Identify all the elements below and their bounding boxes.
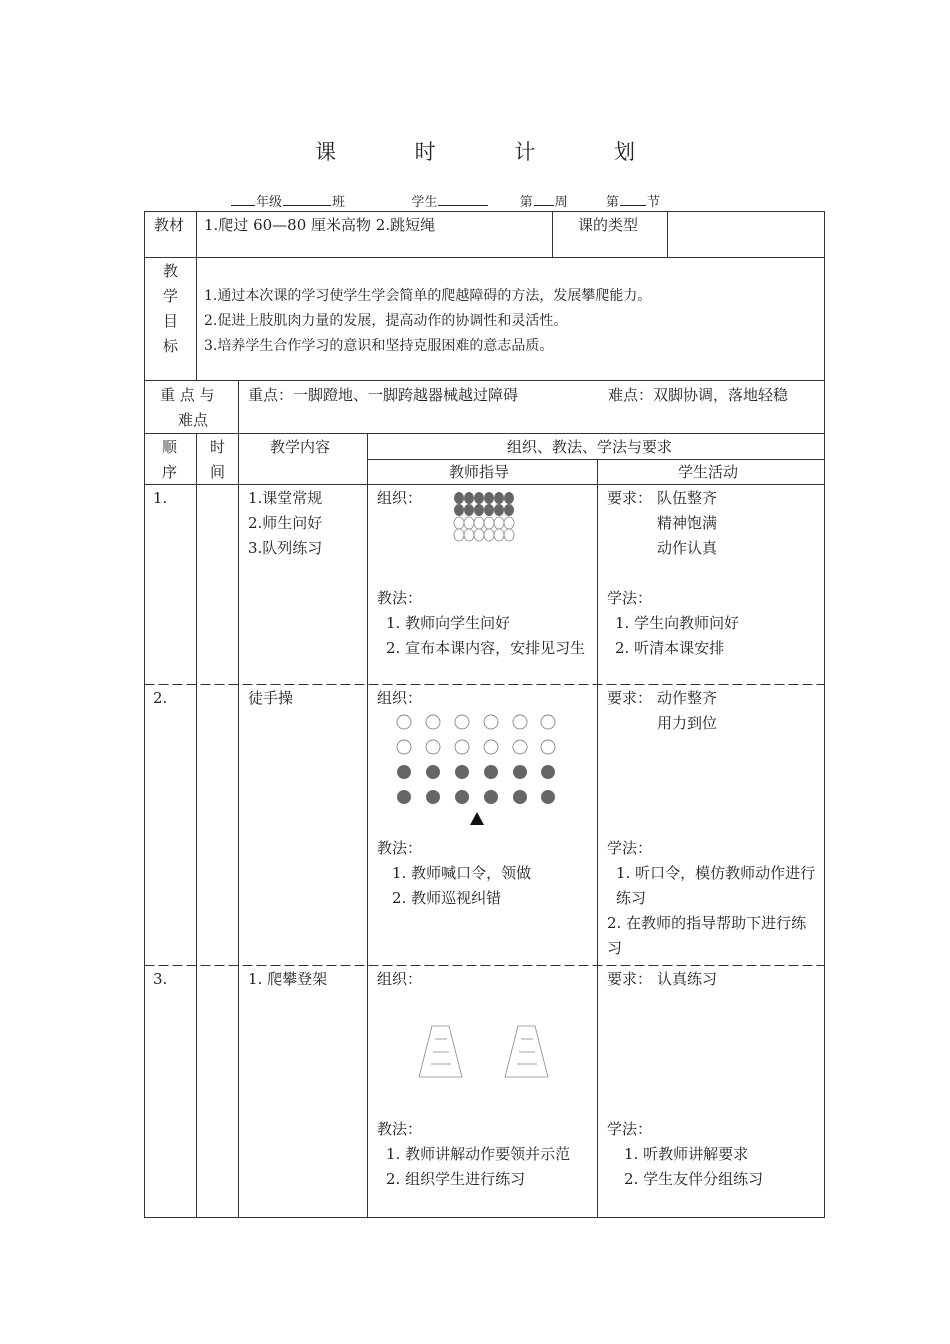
requirement-item: 精神饱满 bbox=[657, 514, 718, 532]
content-item: 1.课堂常规 bbox=[248, 489, 323, 507]
study-method-label: 学法： bbox=[607, 589, 653, 607]
formation-diagram-2 bbox=[397, 715, 555, 825]
focus-label-line2: 难点 bbox=[178, 411, 209, 429]
organization-label: 组织： bbox=[377, 689, 423, 707]
teacher-marker-icon bbox=[470, 812, 484, 825]
week-prefix: 第 bbox=[519, 195, 533, 210]
study-method-item: 2. 在教师的指导帮助下进行练习 bbox=[607, 914, 807, 957]
teaching-method-item: 2. 教师巡视纠错 bbox=[392, 889, 502, 907]
class-label: 班 bbox=[332, 195, 346, 210]
requirement-item: 动作整齐 bbox=[657, 689, 718, 707]
key-points: 重点：一脚蹬地、一脚跨越器械越过障碍 bbox=[248, 386, 519, 404]
requirement-label: 要求： bbox=[607, 689, 653, 707]
week-label: 周 bbox=[554, 195, 568, 210]
study-method-item: 1. 听口令，模仿教师动作进行练习 bbox=[616, 864, 816, 907]
grade-label: 年级 bbox=[256, 195, 283, 210]
objectives-label-4: 标 bbox=[163, 337, 179, 355]
material-label: 教材 bbox=[154, 216, 185, 234]
lesson-prefix: 第 bbox=[605, 195, 619, 210]
content-item: 3.队列练习 bbox=[248, 539, 323, 557]
col-time-2: 间 bbox=[210, 463, 226, 481]
teaching-method-item: 1. 教师喊口令，领做 bbox=[392, 864, 532, 882]
content-item: 2.师生问好 bbox=[248, 514, 323, 532]
study-method-item: 2. 听清本课安排 bbox=[615, 639, 725, 657]
teaching-method-item: 1. 教师向学生问好 bbox=[386, 614, 511, 632]
requirement-label: 要求： bbox=[607, 970, 653, 988]
col-time-1: 时 bbox=[210, 438, 226, 456]
formation-diagram-1 bbox=[454, 492, 514, 541]
col-student: 学生活动 bbox=[678, 463, 739, 481]
teaching-method-item: 2. 宣布本课内容，安排见习生 bbox=[386, 639, 586, 657]
teaching-method-item: 1. 教师讲解动作要领并示范 bbox=[386, 1145, 571, 1163]
row-number: 1. bbox=[153, 489, 168, 507]
col-order-1: 顺 bbox=[162, 438, 178, 456]
requirement-item: 动作认真 bbox=[657, 539, 718, 557]
study-method-item: 2. 学生友伴分组练习 bbox=[624, 1170, 764, 1188]
row-number: 2. bbox=[153, 689, 168, 707]
lesson-label: 节 bbox=[646, 195, 660, 210]
requirement-item: 队伍整齐 bbox=[657, 489, 718, 507]
page-title: 课 时 计 划 bbox=[314, 140, 672, 164]
col-order-2: 序 bbox=[162, 463, 178, 481]
objective-item: 3.培养学生合作学习的意识和坚持克服困难的意志品质。 bbox=[204, 338, 554, 354]
study-method-label: 学法： bbox=[607, 1120, 653, 1138]
requirement-label: 要求： bbox=[607, 489, 653, 507]
students-label: 学生 bbox=[411, 195, 438, 210]
climbing-frame-diagram bbox=[419, 1026, 548, 1077]
content-item: 徒手操 bbox=[248, 689, 294, 707]
study-method-label: 学法： bbox=[607, 839, 653, 857]
objective-item: 1.通过本次课的学习使学生学会简单的爬越障碍的方法，发展攀爬能力。 bbox=[204, 288, 652, 304]
focus-label-line1: 重 点 与 bbox=[160, 386, 215, 404]
study-method-item: 1. 学生向教师问好 bbox=[615, 614, 740, 632]
col-teacher: 教师指导 bbox=[449, 463, 510, 481]
teaching-method-label: 教法： bbox=[377, 1120, 423, 1138]
teaching-method-label: 教法： bbox=[377, 839, 423, 857]
material-value: 1.爬过 60—80 厘米高物 2.跳短绳 bbox=[204, 216, 436, 234]
organization-label: 组织： bbox=[377, 970, 423, 988]
row-number: 3. bbox=[153, 970, 168, 988]
objective-item: 2.促进上肢肌肉力量的发展，提高动作的协调性和灵活性。 bbox=[204, 313, 568, 329]
organization-label: 组织： bbox=[377, 489, 423, 507]
objectives-label-1: 教 bbox=[163, 262, 179, 280]
col-methods: 组织、教法、学法与要求 bbox=[507, 438, 673, 456]
study-method-item: 1. 听教师讲解要求 bbox=[624, 1145, 749, 1163]
col-content: 教学内容 bbox=[270, 438, 331, 456]
content-item: 1. 爬攀登架 bbox=[248, 970, 328, 988]
lesson-type-label: 课的类型 bbox=[578, 216, 639, 234]
requirement-item: 用力到位 bbox=[657, 714, 718, 732]
objectives-label-2: 学 bbox=[163, 287, 179, 305]
difficulties: 难点：双脚协调，落地轻稳 bbox=[608, 386, 789, 404]
teaching-method-item: 2. 组织学生进行练习 bbox=[386, 1170, 526, 1188]
requirement-item: 认真练习 bbox=[657, 970, 718, 988]
teaching-method-label: 教法： bbox=[377, 589, 423, 607]
objectives-label-3: 目 bbox=[163, 312, 179, 330]
